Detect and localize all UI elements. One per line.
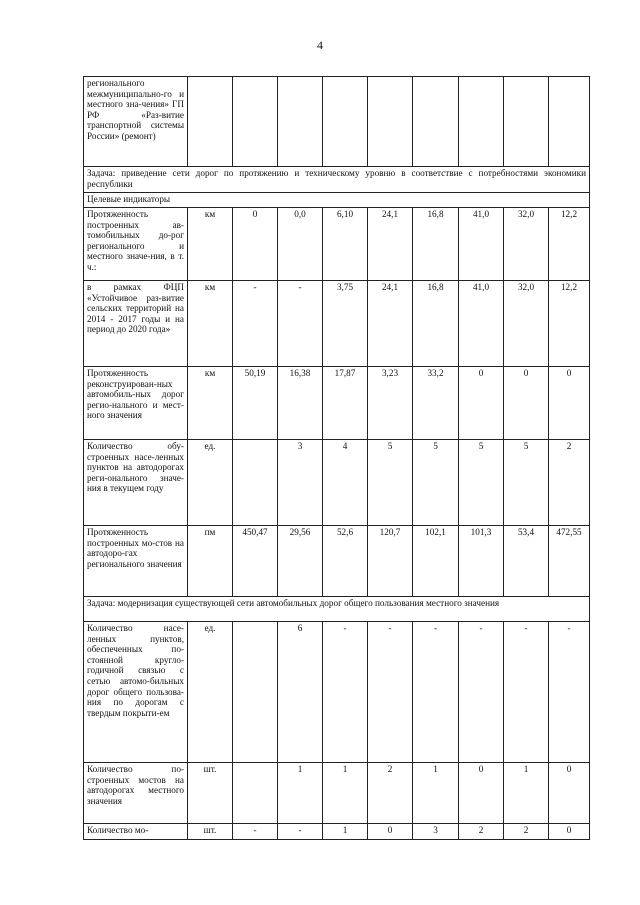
value-cell: 29,56 — [278, 526, 323, 597]
indicators-table — [83, 76, 590, 840]
unit-cell: км — [188, 281, 233, 367]
unit-cell: ед. — [188, 622, 233, 763]
value-cell: 0 — [504, 367, 549, 440]
value-cell: 24,1 — [368, 281, 413, 367]
task-heading: Целевые индикаторы — [84, 193, 590, 208]
value-cell — [233, 622, 278, 763]
table-row — [84, 281, 590, 367]
value-cell: 3,23 — [368, 367, 413, 440]
unit-cell: пм — [188, 526, 233, 597]
value-cell — [459, 77, 504, 167]
value-cell: 0 — [459, 367, 504, 440]
value-cell — [233, 440, 278, 526]
table-row — [84, 440, 590, 526]
indicator-name: Протяженность построенных ав-томобильных до-рог регионального и местного значе-ния, в т. ч.: — [84, 208, 188, 281]
value-cell: 3 — [278, 440, 323, 526]
table-row — [84, 824, 590, 840]
value-cell: 16,38 — [278, 367, 323, 440]
value-cell: 6 — [278, 622, 323, 763]
value-cell: 41,0 — [459, 208, 504, 281]
value-cell: 3 — [413, 824, 459, 840]
value-cell: 2 — [459, 824, 504, 840]
value-cell: 0 — [459, 763, 504, 824]
value-cell: 0 — [549, 367, 590, 440]
value-cell: 33,2 — [413, 367, 459, 440]
value-cell: 53,4 — [504, 526, 549, 597]
value-cell: 32,0 — [504, 208, 549, 281]
value-cell: 3,75 — [323, 281, 368, 367]
value-cell: 1 — [278, 763, 323, 824]
value-cell: - — [504, 622, 549, 763]
value-cell: 2 — [504, 824, 549, 840]
value-cell: 0 — [233, 208, 278, 281]
table-row — [84, 622, 590, 763]
value-cell: 5 — [459, 440, 504, 526]
value-cell: 50,19 — [233, 367, 278, 440]
indicator-name: Протяженность построенных мо-стов на автодоро-гах регионального значения — [84, 526, 188, 597]
value-cell: - — [413, 622, 459, 763]
indicator-name: Протяженность реконструирован-ных автомобиль-ных дорог регио-нального и мест-ного значения — [84, 367, 188, 440]
value-cell: 5 — [368, 440, 413, 526]
value-cell: 0 — [368, 824, 413, 840]
task-row — [84, 167, 590, 193]
value-cell: - — [278, 824, 323, 840]
value-cell: 450,47 — [233, 526, 278, 597]
page-number: 4 — [317, 38, 323, 52]
value-cell: 1 — [504, 763, 549, 824]
value-cell: 16,8 — [413, 208, 459, 281]
indicator-name: Количество насе-ленных пунктов, обеспеченных по-стоянной кругло-годичной связью с сетью автомо-бильных дорог общего пользова-ния по дорогам с твердым покрыти-ем — [84, 622, 188, 763]
value-cell: 1 — [323, 824, 368, 840]
indicator-name: Количество по-строенных мостов на автодорогах местного значения — [84, 763, 188, 824]
value-cell: 102,1 — [413, 526, 459, 597]
value-cell: 472,55 — [549, 526, 590, 597]
value-cell — [504, 77, 549, 167]
value-cell: - — [278, 281, 323, 367]
unit-cell: км — [188, 367, 233, 440]
task-heading: Задача: модернизация существующей сети автомобильных дорог общего пользования местного значения — [84, 597, 590, 622]
value-cell — [278, 77, 323, 167]
value-cell: - — [368, 622, 413, 763]
value-cell: 2 — [368, 763, 413, 824]
value-cell — [368, 77, 413, 167]
value-cell — [413, 77, 459, 167]
unit-cell: км — [188, 208, 233, 281]
value-cell: 4 — [323, 440, 368, 526]
value-cell: 0,0 — [278, 208, 323, 281]
task-heading: Задача: приведение сети дорог по протяжению и техническому уровню в соответствие с потребностями экономики республики — [84, 167, 590, 193]
value-cell: - — [233, 281, 278, 367]
table-body — [84, 77, 590, 840]
unit-cell: шт. — [188, 763, 233, 824]
value-cell: 5 — [504, 440, 549, 526]
indicator-name: в рамках ФЦП «Устойчивое раз-витие сельских территорий на 2014 - 2017 годы и на период до 2020 года» — [84, 281, 188, 367]
value-cell: 1 — [413, 763, 459, 824]
value-cell: 32,0 — [504, 281, 549, 367]
value-cell: 1 — [323, 763, 368, 824]
value-cell: 12,2 — [549, 281, 590, 367]
value-cell: 12,2 — [549, 208, 590, 281]
indicator-name: регионального межмуниципально-го и местного зна-чения» ГП РФ «Раз-витие транспортной системы России» (ремонт) — [84, 77, 188, 167]
indicator-name: Количество мо- — [84, 824, 188, 840]
table-row — [84, 77, 590, 167]
task-row — [84, 193, 590, 208]
task-row — [84, 597, 590, 622]
indicator-name: Количество обу-строенных насе-ленных пунктов на автодорогах реги-онального значе-ния в текущем году — [84, 440, 188, 526]
table-row — [84, 763, 590, 824]
value-cell: 16,8 — [413, 281, 459, 367]
value-cell: - — [233, 824, 278, 840]
value-cell: 101,3 — [459, 526, 504, 597]
table-row — [84, 208, 590, 281]
table-row — [84, 526, 590, 597]
value-cell: 2 — [549, 440, 590, 526]
value-cell: 0 — [549, 763, 590, 824]
value-cell: 6,10 — [323, 208, 368, 281]
value-cell: 0 — [549, 824, 590, 840]
value-cell: - — [323, 622, 368, 763]
unit-cell: ед. — [188, 440, 233, 526]
unit-cell — [188, 77, 233, 167]
value-cell: 24,1 — [368, 208, 413, 281]
unit-cell: шт. — [188, 824, 233, 840]
value-cell: - — [549, 622, 590, 763]
value-cell — [233, 77, 278, 167]
value-cell — [549, 77, 590, 167]
value-cell: 41,0 — [459, 281, 504, 367]
value-cell: 5 — [413, 440, 459, 526]
value-cell: 52,6 — [323, 526, 368, 597]
value-cell: 120,7 — [368, 526, 413, 597]
value-cell: - — [459, 622, 504, 763]
value-cell: 17,87 — [323, 367, 368, 440]
value-cell — [323, 77, 368, 167]
value-cell — [233, 763, 278, 824]
table-row — [84, 367, 590, 440]
